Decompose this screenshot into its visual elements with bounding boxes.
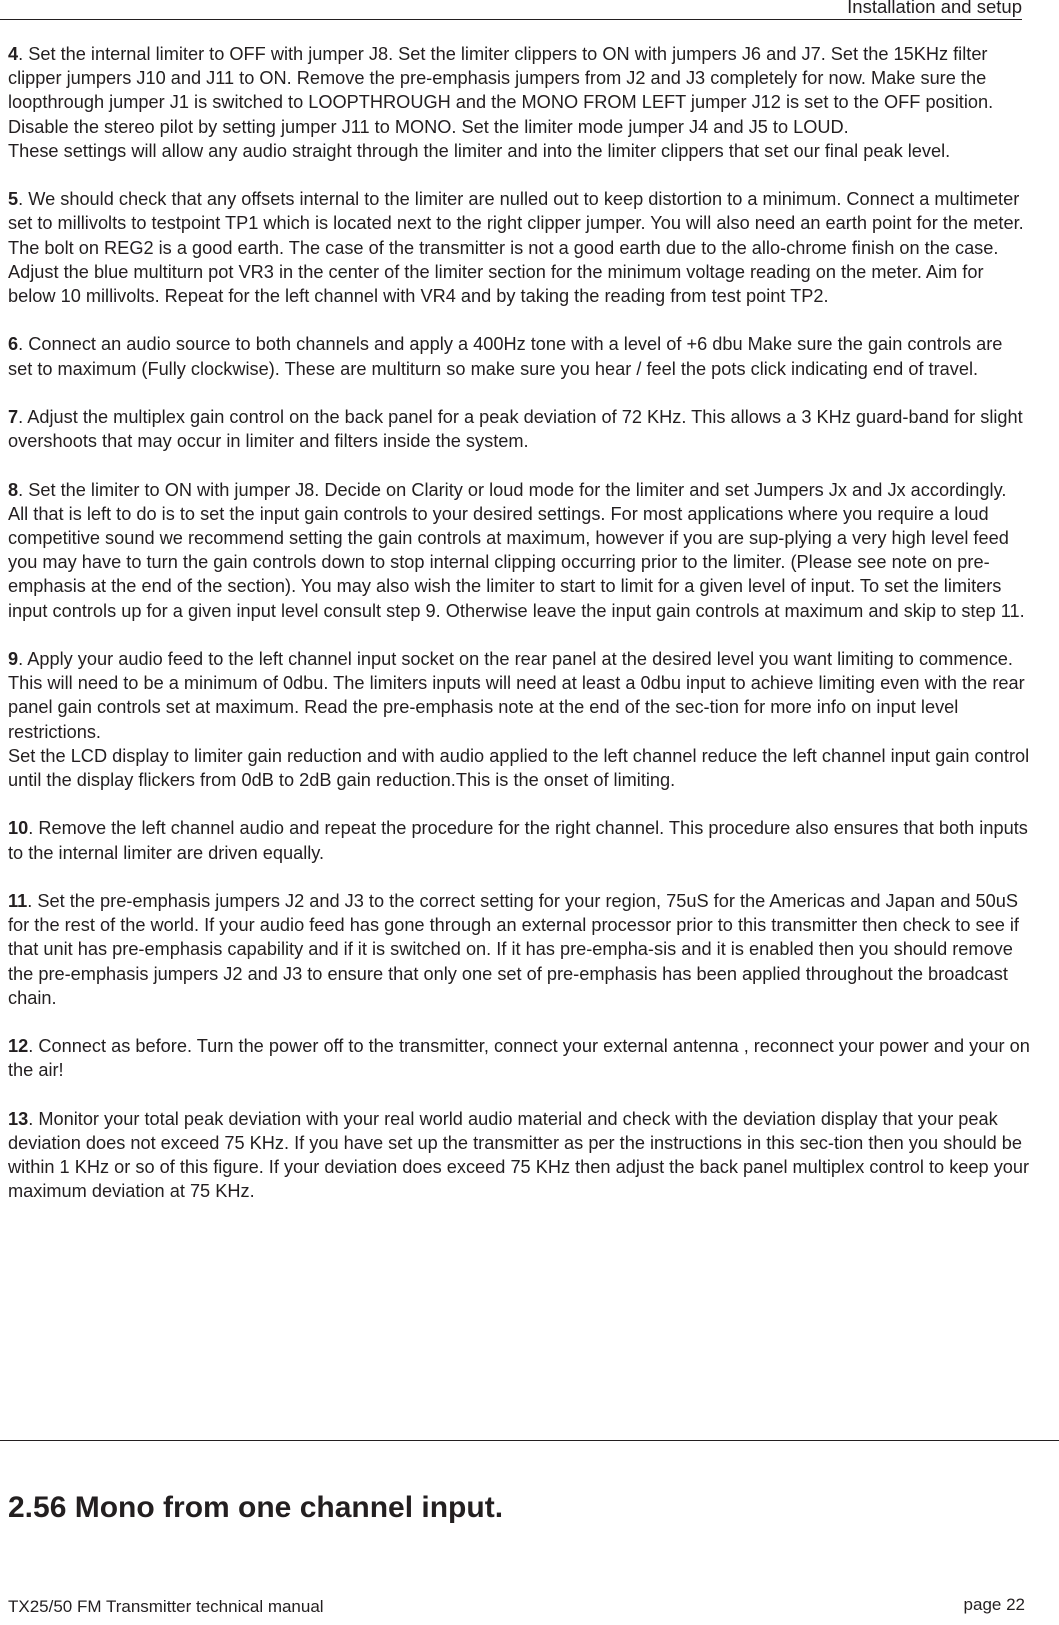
step-10 bbox=[8, 816, 1030, 864]
step-paragraph: 13. Monitor your total peak deviation with your real world audio material and check with the deviation display that your peak deviation does not exceed 75 KHz. If you have set up the transmitter as per the instructions in this sec-tion then you should be within 1 KHz or so of this figure. If your deviation does exceed 75 KHz then adjust the back panel multiplex control to keep your maximum deviation at 75 KHz. bbox=[8, 1108, 1030, 1202]
step-number: 12 bbox=[8, 1036, 29, 1057]
step-paragraph: 6. Connect an audio source to both channels and apply a 400Hz tone with a level of +6 dbu Make sure the gain controls are set to maximum (Fully clockwise). These are multiturn so make sure you hear / feel the pots click indicating end of travel. bbox=[8, 334, 1003, 379]
step-paragraph: 5. We should check that any offsets internal to the limiter are nulled out to keep distortion to a minimum. Connect a multimeter set to millivolts to testpoint TP1 which is located next to the right clipper jumper. You will also need an earth point for the meter. The bolt on REG2 is a good earth. The case of the transmitter is not a good earth due to the allo-chrome finish on the case. Adjust the blue multiturn pot VR3 in the center of the limiter section for the minimum voltage reading on the meter. Aim for below 10 millivolts. Repeat for the left channel with VR4 and by taking the reading from test point TP2. bbox=[8, 189, 1024, 307]
footer-manual-title: TX25/50 FM Transmitter technical manual bbox=[8, 1597, 324, 1616]
section-heading: 2.56 Mono from one channel input. bbox=[8, 1491, 504, 1524]
step-7 bbox=[8, 405, 1030, 453]
step-4 bbox=[8, 42, 1030, 163]
footer-page-number: page 22 bbox=[963, 1595, 1025, 1614]
step-paragraph: 8. Set the limiter to ON with jumper J8. Decide on Clarity or loud mode for the limiter and set Jumpers Jx and Jx accordingly. bbox=[8, 479, 1007, 500]
step-6 bbox=[8, 332, 1030, 380]
document-body bbox=[8, 42, 1030, 1228]
step-paragraph: These settings will allow any audio straight through the limiter and into the limiter clippers that set our final peak level. bbox=[8, 140, 951, 161]
page-header bbox=[0, 0, 1022, 20]
step-paragraph: 11. Set the pre-emphasis jumpers J2 and J3 to the correct setting for your region, 75uS for the Americas and Japan and 50uS for the rest of the world. If your audio feed has gone through an external processor prior to this transmitter then check to see if that unit has pre-emphasis capability and if it is switched on. If it has pre-empha-sis and it is enabled then you should remove the pre-emphasis jumpers J2 and J3 to ensure that only one set of pre-emphasis has been applied throughout the broadcast chain. bbox=[8, 891, 1019, 1008]
step-5 bbox=[8, 187, 1030, 308]
step-paragraph: 12. Connect as before. Turn the power off to the transmitter, connect your external antenna , reconnect your power and your on the air! bbox=[8, 1036, 1030, 1081]
header-title: Installation and setup bbox=[847, 0, 1022, 17]
step-11 bbox=[8, 889, 1030, 1010]
step-9 bbox=[8, 647, 1030, 792]
step-number: 9 bbox=[8, 649, 19, 669]
step-paragraph: 4. Set the internal limiter to OFF with jumper J8. Set the limiter clippers to ON with jumpers J6 and J7. Set the 15KHz filter clipper jumpers J10 and J11 to ON. Remove the pre-emphasis jumpers from J2 and J3 completely for now. Make sure the loopthrough jumper J1 is switched to LOOPTHROUGH and the MONO FROM LEFT jumper J12 is set to the OFF position. Disable the stereo pilot by setting jumper J11 to MONO. Set the limiter mode jumper J4 and J5 to LOUD. bbox=[8, 44, 994, 137]
step-paragraph: 7. Adjust the multiplex gain control on the back panel for a peak deviation of 72 KHz. This allows a 3 KHz guard-band for slight overshoots that may occur in limiter and filters inside the system. bbox=[8, 407, 1023, 452]
step-number: 5 bbox=[8, 189, 19, 210]
step-number: 13 bbox=[8, 1108, 29, 1129]
step-paragraph: 9. Apply your audio feed to the left channel input socket on the rear panel at the desired level you want limiting to commence. This will need to be a minimum of 0dbu. The limiters inputs will need at least a 0dbu input to achieve limiting even with the rear panel gain controls set at maximum. Read the pre-emphasis note at the end of the sec-tion for more info on input level restrictions. bbox=[8, 649, 1025, 742]
step-number: 7 bbox=[8, 407, 19, 427]
step-12 bbox=[8, 1034, 1030, 1082]
step-paragraph: 10. Remove the left channel audio and repeat the procedure for the right channel. This procedure also ensures that both inputs to the internal limiter are driven equally. bbox=[8, 818, 1028, 863]
step-number: 6 bbox=[8, 334, 19, 355]
step-paragraph: Set the LCD display to limiter gain reduction and with audio applied to the left channel reduce the left channel input gain control until the display flickers from 0dB to 2dB gain reduction.This is the onset of limiting. bbox=[8, 745, 1030, 791]
step-paragraph: All that is left to do is to set the input gain controls to your desired settings. For most applications where you require a loud competitive sound we recommend setting the gain controls at maximum, however if you are sup-plying a very high level feed you may have to turn the gain controls down to stop internal clipping occurring prior to the limiter. (Please see note on pre-emphasis at the end of the section). You may also wish the limiter to start to limit for a given level of input. To set the limiters input controls up for a given input level consult step 9. Otherwise leave the input gain controls at maximum and skip to step 11. bbox=[8, 503, 1025, 621]
step-number: 8 bbox=[8, 479, 19, 500]
section-divider bbox=[0, 1440, 1059, 1441]
step-13 bbox=[8, 1107, 1030, 1204]
step-8 bbox=[8, 478, 1030, 623]
step-number: 11 bbox=[8, 891, 28, 911]
step-number: 10 bbox=[8, 818, 29, 839]
step-number: 4 bbox=[8, 44, 19, 64]
